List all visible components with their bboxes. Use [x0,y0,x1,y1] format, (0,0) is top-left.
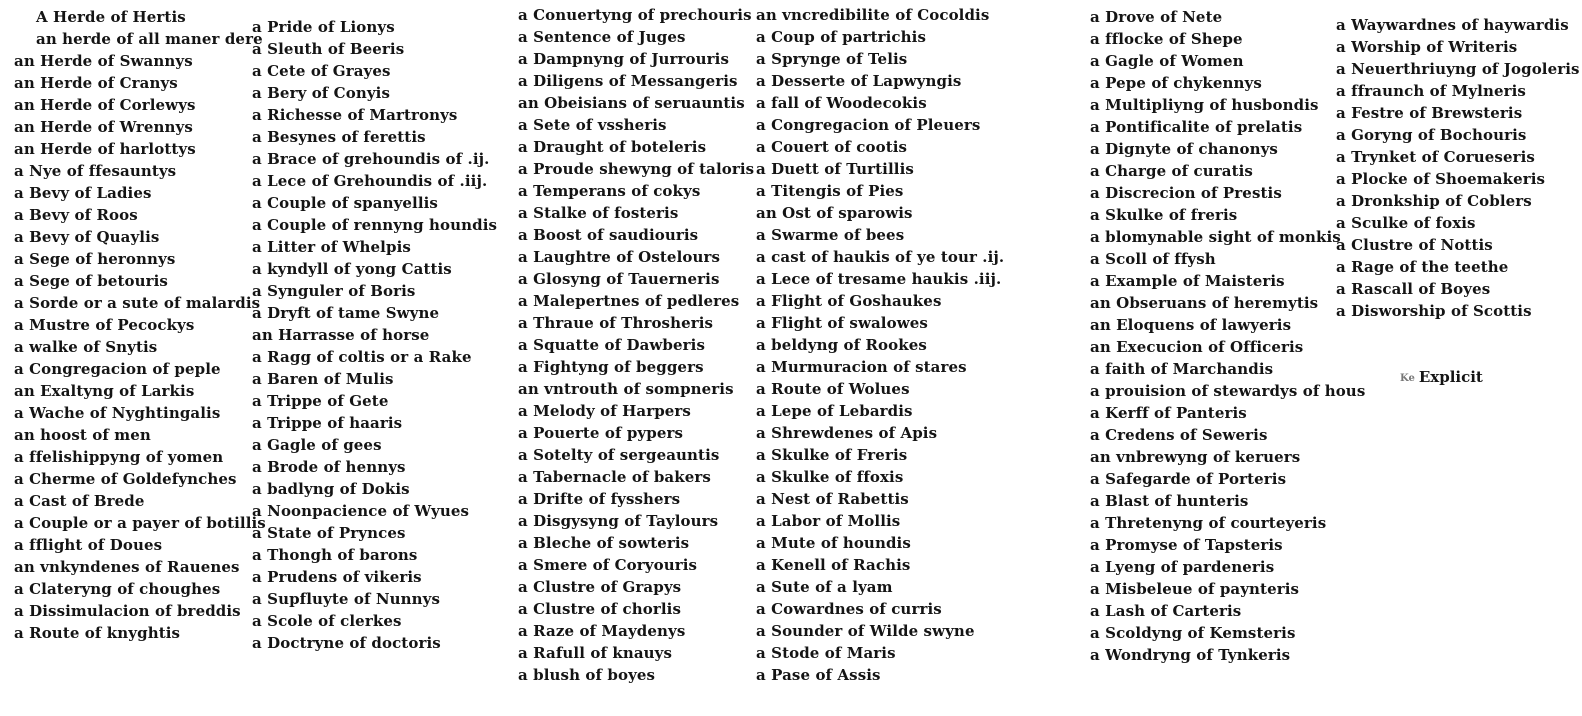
collective-noun-entry: a Cherme of Goldefynches [14,470,237,488]
collective-noun-entry: a prouision of stewardys of hous [1090,382,1366,400]
collective-noun-entry: a Plocke of Shoemakeris [1336,170,1546,188]
collective-noun-entry: a Kenell of Rachis [756,556,911,574]
collective-noun-entry: a Sete of vssheris [518,116,667,134]
collective-noun-entry: a Safegarde of Porteris [1090,470,1287,488]
collective-noun-entry: a Rascall of Boyes [1336,280,1491,298]
collective-noun-entry: a Couple or a payer of botillis [14,514,266,532]
collective-noun-entry: a Stode of Maris [756,644,896,662]
collective-noun-entry: a Pride of Lionys [252,18,395,36]
collective-noun-entry: a Credens of Seweris [1090,426,1268,444]
collective-noun-entry: a Draught of boteleris [518,138,707,156]
collective-noun-entry: a Bevy of Roos [14,206,138,224]
collective-noun-entry: a Noonpacience of Wyues [252,502,470,520]
collective-noun-entry: an vnkyndenes of Rauenes [14,558,240,576]
collective-noun-entry: a Disworship of Scottis [1336,302,1532,320]
collective-noun-entry: a Thongh of barons [252,546,418,564]
column-1 [14,6,266,644]
collective-noun-entry: a Pepe of chykennys [1090,74,1262,92]
collective-noun-entry: a Trippe of Gete [252,392,389,410]
collective-noun-entry: a Blast of hunteris [1090,492,1249,510]
collective-noun-entry: a Desserte of Lapwyngis [756,72,962,90]
collective-noun-entry: a Example of Maisteris [1090,272,1285,290]
column-2 [252,16,497,654]
collective-noun-entry: a Bevy of Quaylis [14,228,160,246]
collective-noun-entry: a Waywardnes of haywardis [1336,16,1569,34]
collective-noun-entry: a Bevy of Ladies [14,184,152,202]
collective-noun-entry: a Cowardnes of curris [756,600,942,618]
collective-noun-entry: a Clustre of chorlis [518,600,681,618]
collective-noun-entry: a State of Prynces [252,524,406,542]
collective-noun-entry: a Couert of cootis [756,138,908,156]
collective-noun-entry: a Flight of swalowes [756,314,928,332]
collective-noun-entry: a Skulke of Freris [756,446,908,464]
collective-noun-entry: a Laughtre of Ostelours [518,248,721,266]
collective-noun-entry: a Ragg of coltis or a Rake [252,348,472,366]
collective-noun-entry: a Mustre of Pecockys [14,316,195,334]
collective-noun-entry: a Sotelty of sergeauntis [518,446,720,464]
collective-noun-entry: a Sentence of Juges [518,28,686,46]
collective-noun-entry: a Thraue of Throsheris [518,314,714,332]
collective-noun-entry: a fflight of Doues [14,536,163,554]
collective-noun-entry: a Couple of rennyng houndis [252,216,498,234]
collective-noun-entry: a Fightyng of beggers [518,358,704,376]
collective-noun-entry: a Sprynge of Telis [756,50,908,68]
collective-noun-entry: a Smere of Coryouris [518,556,698,574]
collective-noun-entry: a Clustre of Nottis [1336,236,1493,254]
collective-noun-entry: an Eloquens of lawyeris [1090,316,1292,334]
collective-noun-entry: a Rafull of knauys [518,644,673,662]
collective-noun-entry: a Shrewdenes of Apis [756,424,938,442]
collective-noun-entry: a Couple of spanyellis [252,194,438,212]
collective-noun-entry: a Brode of hennys [252,458,406,476]
colophon [1400,368,1483,386]
collective-noun-entry: a Conuertyng of prechouris [518,6,752,24]
collective-noun-entry: a Sege of heronnys [14,250,176,268]
collective-noun-entry: a Skulke of freris [1090,206,1238,224]
collective-noun-entry: a Skulke of ffoxis [756,468,904,486]
collective-noun-entry: a Besynes of ferettis [252,128,426,146]
collective-noun-entry: a Brace of grehoundis of .ij. [252,150,490,168]
collective-noun-entry: a Nye of ffesauntys [14,162,177,180]
collective-noun-entry: a Wondryng of Tynkeris [1090,646,1291,664]
collective-noun-entry: a Bery of Conyis [252,84,390,102]
collective-noun-entry: a Clateryng of choughes [14,580,221,598]
collective-noun-entry: a Multipliyng of husbondis [1090,96,1319,114]
collective-noun-entry: a Clustre of Grapys [518,578,682,596]
collective-noun-entry: a Disgysyng of Taylours [518,512,719,530]
collective-noun-entry: a Stalke of fosteris [518,204,679,222]
collective-noun-entry: a walke of Snytis [14,338,158,356]
collective-noun-entry: a Malepertnes of pedleres [518,292,740,310]
collective-noun-entry: a Coup of partrichis [756,28,927,46]
collective-noun-entry: a Cete of Grayes [252,62,391,80]
collective-noun-entry: a Synguler of Boris [252,282,416,300]
collective-noun-entry: a cast of haukis of ye tour .ij. [756,248,1005,266]
collective-noun-entry: an Herde of harlottys [14,140,196,158]
collective-noun-entry: a Kerff of Panteris [1090,404,1247,422]
column-6 [1336,14,1580,322]
collective-noun-entry: a Pouerte of pypers [518,424,684,442]
collective-noun-entry: a Lepe of Lebardis [756,402,913,420]
collective-noun-entry: a Route of knyghtis [14,624,181,642]
collective-noun-entry: a Lyeng of pardeneris [1090,558,1275,576]
collective-noun-entry: a Swarme of bees [756,226,905,244]
collective-noun-entry: an Herde of Wrennys [14,118,193,136]
collective-noun-entry: a Pontificalite of prelatis [1090,118,1303,136]
collective-noun-entry: an Harrasse of horse [252,326,430,344]
collective-noun-entry: a Prudens of vikeris [252,568,422,586]
collective-noun-entry: a Dissimulacion of breddis [14,602,241,620]
collective-noun-entry: a Lece of tresame haukis .iij. [756,270,1002,288]
collective-noun-entry: a Doctryne of doctoris [252,634,441,652]
collective-noun-entry: a Neuerthriuyng of Jogoleris [1336,60,1580,78]
collective-noun-entry: an vncredibilite of Cocoldis [756,6,990,24]
collective-noun-entry: a Sculke of foxis [1336,214,1476,232]
collective-noun-entry: a Nest of Rabettis [756,490,909,508]
collective-noun-entry: a Rage of the teethe [1336,258,1509,276]
collective-noun-entry: a Festre of Brewsteris [1336,104,1523,122]
collective-noun-entry: a Drifte of fysshers [518,490,681,508]
collective-noun-entry: a fflocke of Shepe [1090,30,1243,48]
column-5 [1090,6,1365,666]
collective-noun-entry: a Wache of Nyghtingalis [14,404,221,422]
collective-noun-entry: a faith of Marchandis [1090,360,1274,378]
collective-noun-entry: a Worship of Writeris [1336,38,1518,56]
collective-noun-entry: a Goryng of Bochouris [1336,126,1527,144]
collective-noun-entry: a ffelishippyng of yomen [14,448,224,466]
collective-noun-entry: a Sounder of Wilde swyne [756,622,975,640]
collective-noun-entry: an Execucion of Officeris [1090,338,1304,356]
collective-noun-entry: an vntrouth of sompneris [518,380,734,398]
collective-noun-entry: a fall of Woodecokis [756,94,927,112]
collective-noun-entry: a Glosyng of Tauerneris [518,270,720,288]
collective-noun-entry: a Lash of Carteris [1090,602,1242,620]
column-4 [756,4,1004,686]
collective-noun-entry: a Melody of Harpers [518,402,691,420]
collective-noun-entry: a Trynket of Corueseris [1336,148,1535,166]
collective-noun-entry: a Diligens of Messangeris [518,72,738,90]
collective-noun-entry: a Congregacion of peple [14,360,221,378]
collective-noun-entry: a Discrecion of Prestis [1090,184,1282,202]
collective-noun-entry: a blush of boyes [518,666,656,684]
collective-noun-entry: a Congregacion of Pleuers [756,116,981,134]
collective-noun-entry: a Richesse of Martronys [252,106,458,124]
collective-noun-entry: A Herde of Hertis [36,8,186,26]
collective-noun-entry: a Litter of Whelpis [252,238,411,256]
collective-noun-entry: a Baren of Mulis [252,370,394,388]
collective-noun-entry: a Dronkship of Coblers [1336,192,1532,210]
collective-noun-entry: a beldyng of Rookes [756,336,927,354]
collective-noun-entry: an Ost of sparowis [756,204,913,222]
collective-noun-entry: a Trippe of haaris [252,414,403,432]
collective-noun-entry: a Proude shewyng of taloris [518,160,755,178]
collective-noun-entry: a Promyse of Tapsteris [1090,536,1283,554]
collective-noun-entry: a Sorde or a sute of malardis [14,294,261,312]
collective-noun-entry: a Dryft of tame Swyne [252,304,440,322]
collective-noun-entry: an herde of all maner dere [36,30,263,48]
collective-noun-entry: a Cast of Brede [14,492,145,510]
column-3 [518,4,754,686]
collective-noun-entry: a Misbeleue of paynteris [1090,580,1300,598]
collective-noun-entry: a Temperans of cokys [518,182,701,200]
collective-noun-entry: a Tabernacle of bakers [518,468,711,486]
collective-noun-entry: an Herde of Swannys [14,52,193,70]
collective-noun-entry: an vnbrewyng of keruers [1090,448,1301,466]
collective-noun-entry: a Labor of Mollis [756,512,901,530]
collective-noun-entry: a Bleche of sowteris [518,534,690,552]
collective-noun-entry: a Pase of Assis [756,666,881,684]
collective-noun-entry: a Boost of saudiouris [518,226,699,244]
collective-noun-entry: a Drove of Nete [1090,8,1223,26]
collective-noun-entry: an Obeisians of seruauntis [518,94,745,112]
collective-noun-entry: a Lece of Grehoundis of .iij. [252,172,488,190]
collective-noun-entry: an Herde of Corlewys [14,96,196,114]
colophon-text: Explicit [1418,368,1483,386]
collective-noun-entry: a Murmuracion of stares [756,358,967,376]
colophon-mark: Ke [1400,372,1415,384]
collective-noun-entry: a Scole of clerkes [252,612,402,630]
collective-noun-entry: a Sleuth of Beeris [252,40,405,58]
collective-noun-entry: a Route of Wolues [756,380,910,398]
collective-noun-entry: a ffraunch of Mylneris [1336,82,1526,100]
collective-noun-entry: a Dampnyng of Jurrouris [518,50,730,68]
collective-noun-entry: a Scoldyng of Kemsteris [1090,624,1296,642]
collective-noun-entry: a Thretenyng of courteyeris [1090,514,1327,532]
collective-noun-entry: an Obseruans of heremytis [1090,294,1319,312]
collective-noun-entry: a Raze of Maydenys [518,622,686,640]
collective-noun-entry: a kyndyll of yong Cattis [252,260,452,278]
collective-noun-entry: an Exaltyng of Larkis [14,382,195,400]
collective-noun-entry: a Dignyte of chanonys [1090,140,1278,158]
collective-noun-entry: a Mute of houndis [756,534,911,552]
collective-noun-entry: a Gagle of Women [1090,52,1244,70]
collective-noun-entry: a blomynable sight of monkis [1090,228,1341,246]
collective-noun-entry: a Duett of Turtillis [756,160,914,178]
collective-noun-entry: a Titengis of Pies [756,182,904,200]
collective-noun-entry: a Supfluyte of Nunnys [252,590,441,608]
collective-noun-entry: a Gagle of gees [252,436,382,454]
collective-noun-entry: a Squatte of Dawberis [518,336,706,354]
collective-noun-entry: a Sute of a lyam [756,578,893,596]
collective-noun-entry: a Charge of curatis [1090,162,1253,180]
collective-noun-entry: a Scoll of ffysh [1090,250,1216,268]
collective-noun-entry: an hoost of men [14,426,151,444]
collective-noun-entry: a badlyng of Dokis [252,480,410,498]
collective-noun-entry: a Sege of betouris [14,272,168,290]
collective-noun-entry: a Flight of Goshaukes [756,292,942,310]
collective-noun-entry: an Herde of Cranys [14,74,178,92]
